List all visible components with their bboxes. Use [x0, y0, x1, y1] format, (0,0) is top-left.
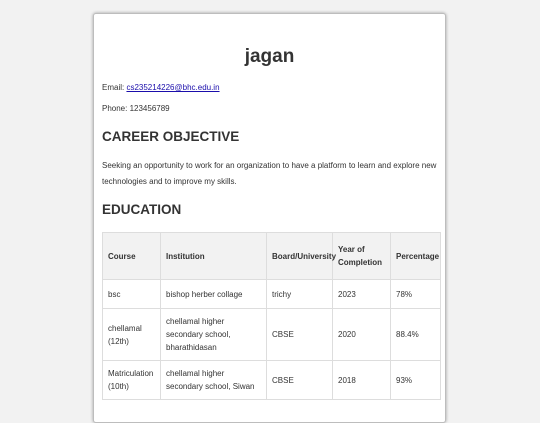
email-label: Email: — [102, 83, 127, 92]
cell-course: chellamal (12th) — [103, 309, 161, 361]
header-institution: Institution — [161, 233, 267, 280]
cell-institution: chellamal higher secondary school, Siwan — [161, 361, 267, 400]
cell-board: trichy — [267, 280, 333, 309]
candidate-name: jagan — [244, 46, 295, 67]
cell-institution: chellamal higher secondary school, bharathidasan — [161, 309, 267, 361]
cell-institution: bishop herber collage — [161, 280, 267, 309]
phone-number: 123456789 — [129, 104, 170, 113]
header-course: Course — [103, 233, 161, 280]
cell-year: 2020 — [333, 309, 391, 361]
header-board: Board/University — [267, 233, 333, 280]
header-year: Year of Completion — [333, 233, 391, 280]
email-line — [102, 83, 437, 93]
cell-board: CBSE — [267, 309, 333, 361]
cell-year: 2023 — [333, 280, 391, 309]
career-objective-heading: CAREER OBJECTIVE — [102, 129, 240, 144]
phone-label: Phone: — [102, 104, 130, 113]
education-heading: EDUCATION — [102, 202, 182, 217]
cell-course: bsc — [103, 280, 161, 309]
cell-percentage: 93% — [391, 361, 441, 400]
table-header-row — [103, 233, 441, 280]
cell-board: CBSE — [267, 361, 333, 400]
cell-percentage: 78% — [391, 280, 441, 309]
cell-percentage: 88.4% — [391, 309, 441, 361]
resume-page — [93, 13, 446, 423]
header-percentage: Percentage — [391, 233, 441, 280]
cell-course: Matriculation (10th) — [103, 361, 161, 400]
phone-line — [102, 104, 437, 114]
table-row — [103, 280, 441, 309]
email-link[interactable]: cs235214226@bhc.edu.in — [126, 83, 220, 92]
career-objective-text: Seeking an opportunity to work for an organization to have a platform to learn and explore new technologies and to improve my skills. — [102, 161, 437, 186]
table-row — [103, 361, 441, 400]
education-table — [102, 232, 441, 400]
table-row — [103, 309, 441, 361]
cell-year: 2018 — [333, 361, 391, 400]
